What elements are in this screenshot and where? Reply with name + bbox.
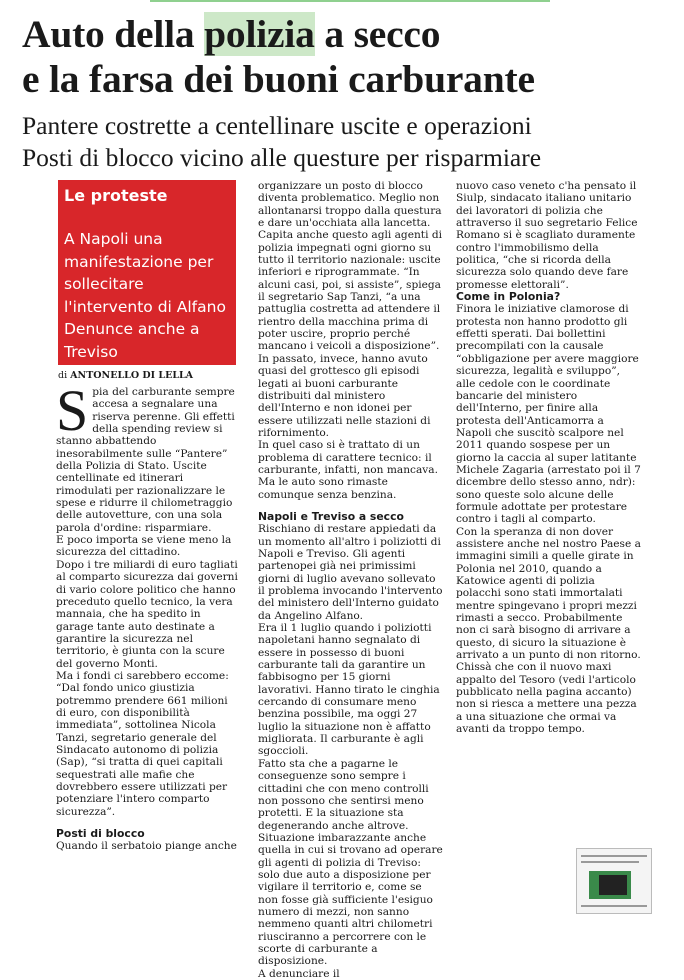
- paragraph: Era il 1 luglio quando i poliziotti napoletani hanno segnalato di essere in possesso di buoni carburante tali da garantire un fabbisogno per 15 giorni lavorativi. Hanno tirato le cinghia cercando di consumare meno benzina possibile, ma oggi 27 luglio la situazione non è affatto migliorata. Il carburante è agli sgoccioli.: [258, 622, 440, 758]
- section-heading: Come in Polonia?: [456, 290, 561, 304]
- paragraph: Finora le iniziative clamorose di protesta non hanno prodotto gli effetti sperati. Dai bollettini precompilati con la causale “obbligazione per avere maggiore sicurezza, legalità e sviluppo”, alle cedole con le coordinate bancarie del ministero dell'Interno, per finire alla protesta dell'Anticamorra a Napoli che suscitò scalpore nel 2011 quando sospese per un giorno la caccia al super latitante Michele Zagaria (arrestato poi il 7 dicembre dello stesso anno, ndr): sono queste solo alcune delle formule adottate per protestare contro i tagli al comparto.: [456, 303, 641, 526]
- paragraph: Dopo i tre miliardi di euro tagliati al comparto sicurezza dai governi di vario colore politico che hanno preceduto quello tecnico, la vera mannaia, che ha spedito in garage tante auto destinate a garantire la sicurezza nel territorio, è giunta con la scure del governo Monti.: [56, 558, 238, 670]
- article-column-3: [456, 180, 642, 735]
- article-column-1: [56, 378, 240, 853]
- paragraph: In quel caso si è trattato di un problema di carattere tecnico: il carburante, infatti, non mancava. Ma le auto sono rimaste comunque senza benzina.: [258, 439, 438, 501]
- paragraph: pia del carburante sempre accesa a segnalare una riserva perenne. Gli effetti della spending review si stanno abbattendo inesorabilmente sulle “Pantere” della Polizia di Stato. Uscite centellinate ed itinerari rimodulati per razionalizzare le spese e ridurre il chilometraggio delle autovetture, con una sola parola d'ordine: risparmiare.: [56, 386, 235, 534]
- headline-pre: Auto della: [22, 12, 205, 56]
- headline-line-1: [22, 12, 672, 56]
- paragraph: Quando il serbatoio piange anche: [56, 840, 237, 853]
- top-rule: [150, 0, 550, 2]
- byline-prefix: di: [58, 370, 71, 381]
- subhead-line-2: Posti di blocco vicino alle questure per risparmiare: [22, 143, 542, 172]
- drop-cap: S: [56, 378, 89, 443]
- paragraph: A denunciare il: [258, 967, 340, 980]
- headline-highlight: polizia: [204, 12, 315, 56]
- page-thumbnail-image: [576, 848, 652, 914]
- headline-post: a secco: [314, 12, 441, 56]
- thumbnail-line: [581, 855, 647, 857]
- thumbnail-line: [581, 861, 639, 863]
- paragraph: Con la speranza di non dover assistere anche nel nostro Paese a immagini simili a quelle girate in Polonia nel 2010, quando a Katowice agenti di polizia polacchi sono stati immortalati mentre spingevano i propri mezzi rimasti a secco. Probabilmente non ci sarà bisogno di arrivare a questo, di sicuro la situazione è arrivato a un punto di non ritorno. Chissà che con il nuovo maxi appalto del Tesoro (vedi l'articolo pubblicato nella pagina accanto) non si riesca a mettere una pezza a una situazione che ormai va avanti da troppo tempo.: [456, 525, 641, 736]
- section-heading: Posti di blocco: [56, 827, 145, 841]
- subhead-line-1: Pantere costrette a centellinare uscite e operazioni: [22, 111, 532, 140]
- sidebar-box: [58, 180, 236, 365]
- paragraph: Ma i fondi ci sarebbero eccome: “Dal fondo unico giustizia potremmo prendere 661 milioni di euro, con disponibilità immediata”, sottolinea Nicola Tanzi, segretario generale del Sindacato autonomo di polizia (Sap), “si tratta di quei capitali sequestrati alle mafie che dovrebbero essere utilizzati per potenziare l'intero comparto sicurezza”.: [56, 669, 229, 818]
- paragraph: E poco importa se viene meno la sicurezza del cittadino.: [56, 534, 232, 559]
- article-column-2: [258, 180, 443, 980]
- thumbnail-photo: [599, 875, 627, 895]
- byline-author: ANTONELLO DI LELLA: [70, 370, 194, 381]
- paragraph: Fatto sta che a pagarne le conseguenze sono sempre i cittadini che con meno controlli non possono che sentirsi meno protetti. E la situazione sta degenerando anche altrove. Situazione imbarazzante anche quella in cui si trovano ad operare gli agenti di polizia di Treviso: solo due auto a disposizione per vigilare il territorio e, come se non fosse già sufficiente l'esiguo numero di mezzi, non sanno nemmeno quanti altri chilometri riusciranno a percorrere con le scorte di carburante a disposizione.: [258, 757, 443, 968]
- sidebar-body: A Napoli una manifestazione per sollecitare l'intervento di Alfano Denunce anche a Treviso: [64, 230, 226, 361]
- thumbnail-line: [581, 905, 647, 907]
- paragraph: organizzare un posto di blocco diventa problematico. Meglio non allontanarsi troppo dalla questura e dare un'occhiata alla lancetta. Capita anche questo agli agenti di polizia impegnati ogni giorno su tutto il territorio nazionale: uscite inferiori e riprogrammate. “In alcuni casi, poi, si assiste”, spiega il segretario Sap Tanzi, “a una pattuglia costretta ad attendere il rientro della macchina prima di poter uscire, proprio perché mancano i veicoli a disposizione”.: [258, 180, 442, 353]
- section-heading: Napoli e Treviso a secco: [258, 509, 404, 523]
- sidebar-title: Le proteste: [64, 186, 168, 205]
- headline-line-2: e la farsa dei buoni carburante: [22, 57, 535, 101]
- paragraph: nuovo caso veneto c'ha pensato il Siulp, sindacato italiano unitario dei lavoratori di polizia che attraverso il suo segretario Felice Romano si è scagliato duramente contro l'immobilismo della politica, “che si ricorda della sicurezza solo quando deve fare promesse elettorali”.: [456, 180, 638, 291]
- paragraph: In passato, invece, hanno avuto quasi del grottesco gli episodi legati ai buoni carburante distribuiti dal ministero dell'Interno e non idonei per essere utilizzati nelle stazioni di rifornimento.: [258, 352, 431, 439]
- paragraph: Rischiano di restare appiedati da un momento all'altro i poliziotti di Napoli e Treviso. Gli agenti partenopei già nei primissimi giorni di luglio avevano sollevato il problema invocando l'intervento del ministero dell'Interno guidato da Angelino Alfano.: [258, 523, 443, 622]
